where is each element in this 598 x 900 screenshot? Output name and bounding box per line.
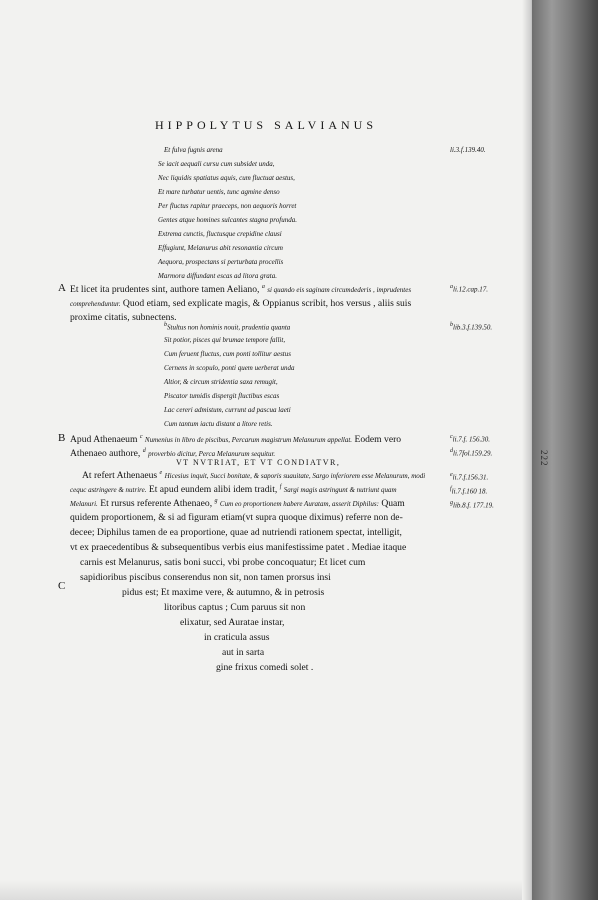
section-letter-a: A	[58, 282, 66, 294]
verse-line: Aequora, prospectans si perturbata procellis	[158, 258, 284, 266]
verse-line: Lac cereri admistum, currunt ad pascua laeti	[164, 406, 291, 414]
verse-line: Nec liquidis spatiatus aquis, cum fluctuat aestus,	[158, 174, 295, 182]
running-head: HIPPOLYTUS SALVIANUS	[154, 118, 378, 132]
margin-note: $^b$lib.3.f.139.50.	[450, 322, 493, 332]
prose-line: Melanuri. Et rursus referente Athenaeo, $^g$ Cum eo proportionem habere Auratam, asserit Diphilus: Quam	[70, 498, 405, 510]
verse-line: Marmora diffundant escas ad litora grata.	[158, 272, 278, 280]
prose-line: litoribus captus ; Cum paruus sit non	[164, 602, 306, 613]
prose-line: vt ex praecedentibus & subsequentibus verbis eius manifestissime patet . Mediae itaque	[70, 542, 407, 553]
section-heading: VT NVTRIAT, ET VT CONDIATVR,	[176, 458, 341, 467]
prose-line: carnis est Melanurus, satis boni succi, vbi probe concoquatur; Et licet cum	[80, 557, 366, 568]
prose-line: quidem proportionem, & si ad figuram etiam(vt supra quoque diximus) referre non de-	[70, 512, 403, 523]
verse-line: Cum tantum iactu distant a litore retis.	[164, 420, 273, 428]
section-letter-b: B	[58, 432, 66, 444]
prose-line: Et licet ita prudentes sint, authore tamen Aeliano, $^a$ si quando eis saginam circumdederis , imprudentes	[70, 284, 412, 296]
prose-line: sapidioribus piscibus conserendus non sit, non tamen prorsus insi	[80, 572, 331, 583]
page-bottom-shade	[0, 880, 532, 900]
verse-line: Per fluctus rapitur praeceps, non aequoris horret	[158, 202, 297, 210]
margin-note: $^a$li.12.cap.17.	[450, 284, 488, 294]
margin-note: $^g$lib.8.f. 177.19.	[450, 500, 494, 510]
verse-line: Effugiunt, Melanurus abit resonantia circum	[158, 244, 283, 252]
prose-line: Apud Athenaeum $^c$ Numenius in libro de piscibus, Percarum magistrum Melanurum appellat. Eodem vero	[70, 434, 402, 446]
prose-line: gine frixus comedi solet .	[216, 662, 314, 673]
prose-line: At refert Athenaeus $^e$ Hicesius inquit, Succi bonitate, & saporis suauitate, Sargo inferiorem esse Melanurum, modi	[82, 470, 426, 482]
prose-line: pidus est; Et maxime vere, & autumno, & in petrosis	[122, 587, 325, 598]
margin-note: $^e$li.7.f.156.31.	[450, 472, 489, 482]
prose-line: comprehenduntur. Quod etiam, sed explicate magis, & Oppianus scribit, hos versus , aliis suis	[70, 298, 412, 309]
margin-note: $^d$li.7fol.159.29.	[450, 448, 493, 458]
verse-line: Cum feruent fluctus, cum ponti tollitur aestus	[164, 350, 291, 358]
prose-line: elixatur, sed Auratae instar,	[180, 617, 285, 628]
verse-line: Et mare turbatur uentis, tunc agmine denso	[158, 188, 280, 196]
verse-line: Sit potior, pisces qui brumae tempore fallit,	[164, 336, 286, 344]
section-letter-c: C	[58, 580, 66, 592]
prose-line: proxime citatis, subnectens.	[70, 312, 177, 323]
verse-line: Gentes atque homines sulcantes stagna profunda.	[158, 216, 297, 224]
prose-line: decee; Diphilus tamen de ea proportione, quae ad nutriendi rationem spectat, intelligit,	[70, 527, 402, 538]
prose-line: aut in sarta	[222, 647, 265, 658]
verse-line: Piscator tumidis dispergit fluctibus escas	[164, 392, 280, 400]
verse-line: $^b$Stultus non hominis nouit, prudentia quanta	[164, 322, 291, 332]
margin-note: $^f$li.7.f.160 18.	[450, 486, 488, 496]
prose-line: in craticula assus	[204, 632, 270, 643]
prose-line: Athenaeo authore, $^d$ proverbio dicitur, Perca Melanurum sequitur.	[70, 448, 276, 460]
verse-line: Extrema cunctis, fluctusque crepidine clausi	[158, 230, 282, 238]
margin-note: $^c$li.7.f. 156.30.	[450, 434, 491, 444]
spine-page-number: 222	[539, 450, 549, 467]
verse-line: Cernens in scopulo, ponti quem uerberat unda	[164, 364, 295, 372]
verse-line: Altior, & circum stridentia saxa remugit,	[164, 378, 278, 386]
verse-line: Et fulva fugnis arena	[164, 146, 223, 154]
prose-line: cequc astringere & nutrire. Et apud eundem alibi idem tradit, $^f$ Sargi magis astringunt & nutriunt quam	[70, 484, 397, 496]
margin-note: li.3.f.139.40.	[450, 146, 486, 154]
verse-line: Se iacit aequali cursu cum subsidet unda,	[158, 160, 275, 168]
